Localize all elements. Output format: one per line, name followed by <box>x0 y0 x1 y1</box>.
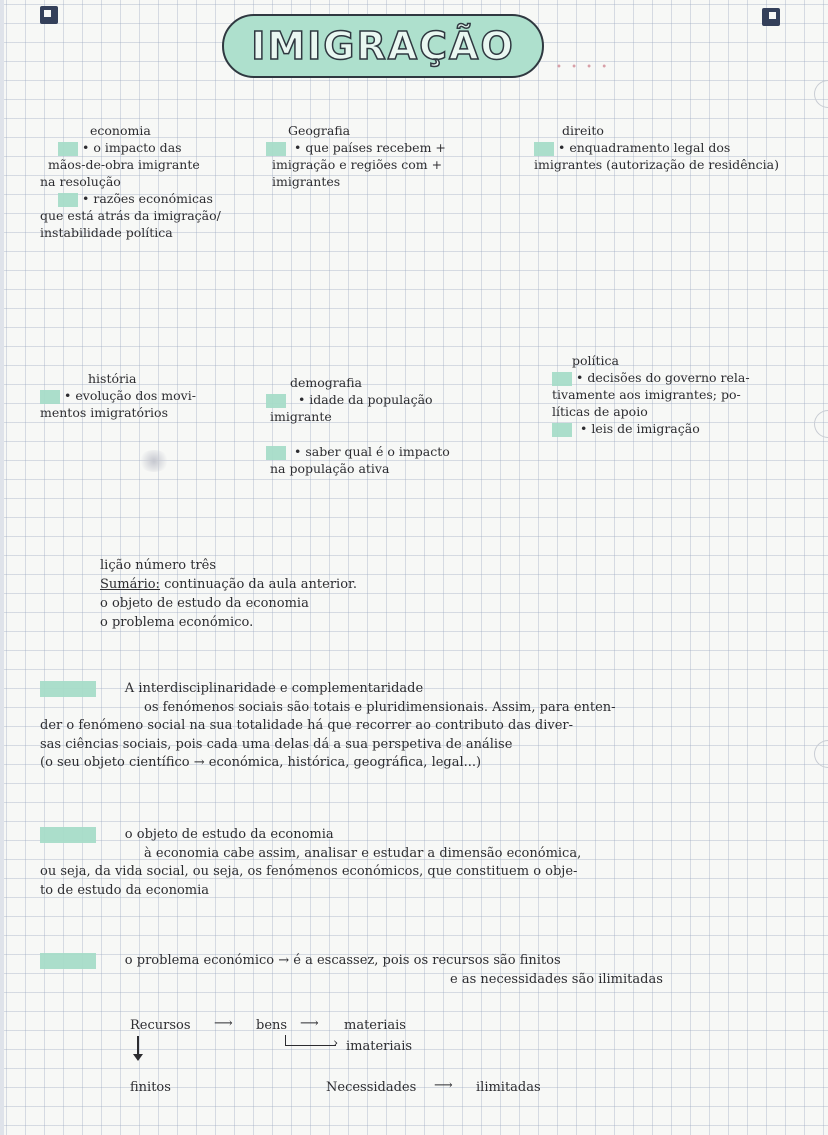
diagram-ilimitadas: ilimitadas <box>476 1080 541 1095</box>
lesson-item: o problema económico. <box>100 615 254 630</box>
section-line: o impacto das <box>93 140 182 155</box>
section-line: imigrantes <box>272 174 341 189</box>
page-edge <box>0 0 4 1135</box>
highlight-marker <box>58 142 78 156</box>
section-line: na resolução <box>40 174 121 189</box>
diagram-elbow-line <box>285 1035 336 1046</box>
section-line: evolução dos movi- <box>75 388 196 403</box>
paragraph-problema <box>40 952 663 989</box>
section-heading: direito <box>562 123 604 138</box>
paragraph-line: (o seu objeto científico → económica, histórica, geográfica, legal...) <box>40 755 482 770</box>
section-line: na população ativa <box>270 461 390 476</box>
section-line: mentos imigratórios <box>40 405 168 420</box>
section-line: líticas de apoio <box>552 404 648 419</box>
highlight-marker <box>552 372 572 386</box>
section-heading: Geografia <box>288 123 351 138</box>
highlight-marker <box>40 390 60 404</box>
section-line: imigrantes (autorização de residência) <box>534 157 779 172</box>
diagram-arrow: ⟶ <box>214 1016 233 1031</box>
paragraph-line: to de estudo da economia <box>40 882 210 898</box>
binder-hole <box>814 80 828 108</box>
paragraph-line: ou seja, da vida social, ou seja, os fenómenos económicos, que constituem o obje- <box>40 864 578 879</box>
section-line: mãos-de-obra imigrante <box>48 157 200 172</box>
paragraph-line: A interdisciplinaridade e complementaridade <box>124 681 424 696</box>
page-title <box>222 14 544 78</box>
paragraph-line: o problema económico → é a escassez, pois os recursos são finitos <box>124 953 561 968</box>
highlight-marker <box>266 142 286 156</box>
highlight-marker <box>534 142 554 156</box>
paragraph-line: sas ciências sociais, pois cada uma delas dá a sua perspetiva de análise <box>40 736 513 752</box>
summary-text: continuação da aula anterior. <box>164 577 357 592</box>
ink-smudge <box>138 450 170 472</box>
paragraph-line: o objeto de estudo da economia <box>124 827 334 842</box>
lesson-item: o objeto de estudo da economia <box>100 596 309 611</box>
binder-hole <box>814 410 828 438</box>
highlight-marker <box>266 446 286 460</box>
section-line: saber qual é o impacto <box>305 444 450 459</box>
diagram-imateriais: imateriais <box>346 1039 413 1054</box>
section-line: que está atrás da imigração/ <box>40 208 221 223</box>
lesson-header <box>100 556 357 632</box>
section-line: idade da população <box>309 392 433 407</box>
section-heading: demografia <box>290 375 362 390</box>
section-line: imigração e regiões com + <box>272 157 443 172</box>
diagram-recursos: Recursos <box>130 1018 191 1033</box>
paragraph-line: der o fenómeno social na sua totalidade há que recorrer ao contributo das diver- <box>40 718 574 733</box>
section-demografia: demografia • idade da população imigrante • saber qual é o impacto na população ativa <box>266 374 450 477</box>
section-heading: economia <box>90 123 151 138</box>
summary-label: Sumário: <box>100 577 160 592</box>
section-heading: história <box>88 371 137 386</box>
page-title-text: IMIGRAÇÃO <box>251 24 515 68</box>
highlight-marker <box>40 953 96 969</box>
diagram-bens: bens <box>256 1018 288 1033</box>
highlight-marker <box>58 193 78 207</box>
highlight-marker <box>266 394 286 408</box>
section-line: leis de imigração <box>591 421 700 436</box>
highlight-marker <box>40 827 96 843</box>
paragraph-objeto <box>40 826 581 900</box>
diagram-down-arrow <box>133 1054 143 1061</box>
corner-mark-top-left <box>40 6 58 24</box>
section-line: instabilidade política <box>40 225 173 240</box>
section-line: enquadramento legal dos <box>569 140 731 155</box>
section-line: imigrante <box>270 409 332 424</box>
highlight-marker <box>40 681 96 697</box>
diagram-materiais: materiais <box>344 1018 406 1033</box>
paragraph-line: e as necessidades são ilimitadas <box>450 971 663 987</box>
corner-mark-top-right <box>762 8 780 26</box>
section-line: tivamente aos imigrantes; po- <box>552 387 741 402</box>
diagram-finitos: finitos <box>130 1080 171 1095</box>
diagram-arrow: › <box>333 1036 339 1051</box>
lesson-title: lição número três <box>100 558 217 573</box>
paragraph-line: os fenómenos sociais são totais e pluridimensionais. Assim, para enten- <box>144 699 616 715</box>
diagram-arrow: ⟶ <box>300 1016 319 1031</box>
section-economia: economia • o impacto das mãos-de-obra imigrante na resolução • razões económicas que está atrás da imigração/ instabilidade política <box>40 123 221 240</box>
decorative-dots: • • • • <box>556 62 611 73</box>
section-direito: direito • enquadramento legal dos imigrantes (autorização de residência) <box>534 123 779 172</box>
section-geografia: Geografia • que países recebem + imigração e regiões com + imigrantes <box>266 122 446 190</box>
section-politica: política • decisões do governo rela- tivamente aos imigrantes; po- líticas de apoio • leis de imigração <box>552 353 750 436</box>
section-line: que países recebem + <box>305 140 446 155</box>
highlight-marker <box>552 423 572 437</box>
section-line: decisões do governo rela- <box>587 370 750 385</box>
diagram-arrow: ⟶ <box>434 1078 453 1093</box>
paragraph-line: à economia cabe assim, analisar e estudar a dimensão económica, <box>144 845 582 861</box>
section-heading: política <box>572 353 619 368</box>
binder-hole <box>814 740 828 768</box>
section-historia: história • evolução dos movi- mentos imigratórios <box>40 371 196 420</box>
section-line: razões económicas <box>93 191 213 206</box>
paragraph-interdisciplinaridade <box>40 680 616 773</box>
diagram-necessidades: Necessidades <box>326 1080 417 1095</box>
